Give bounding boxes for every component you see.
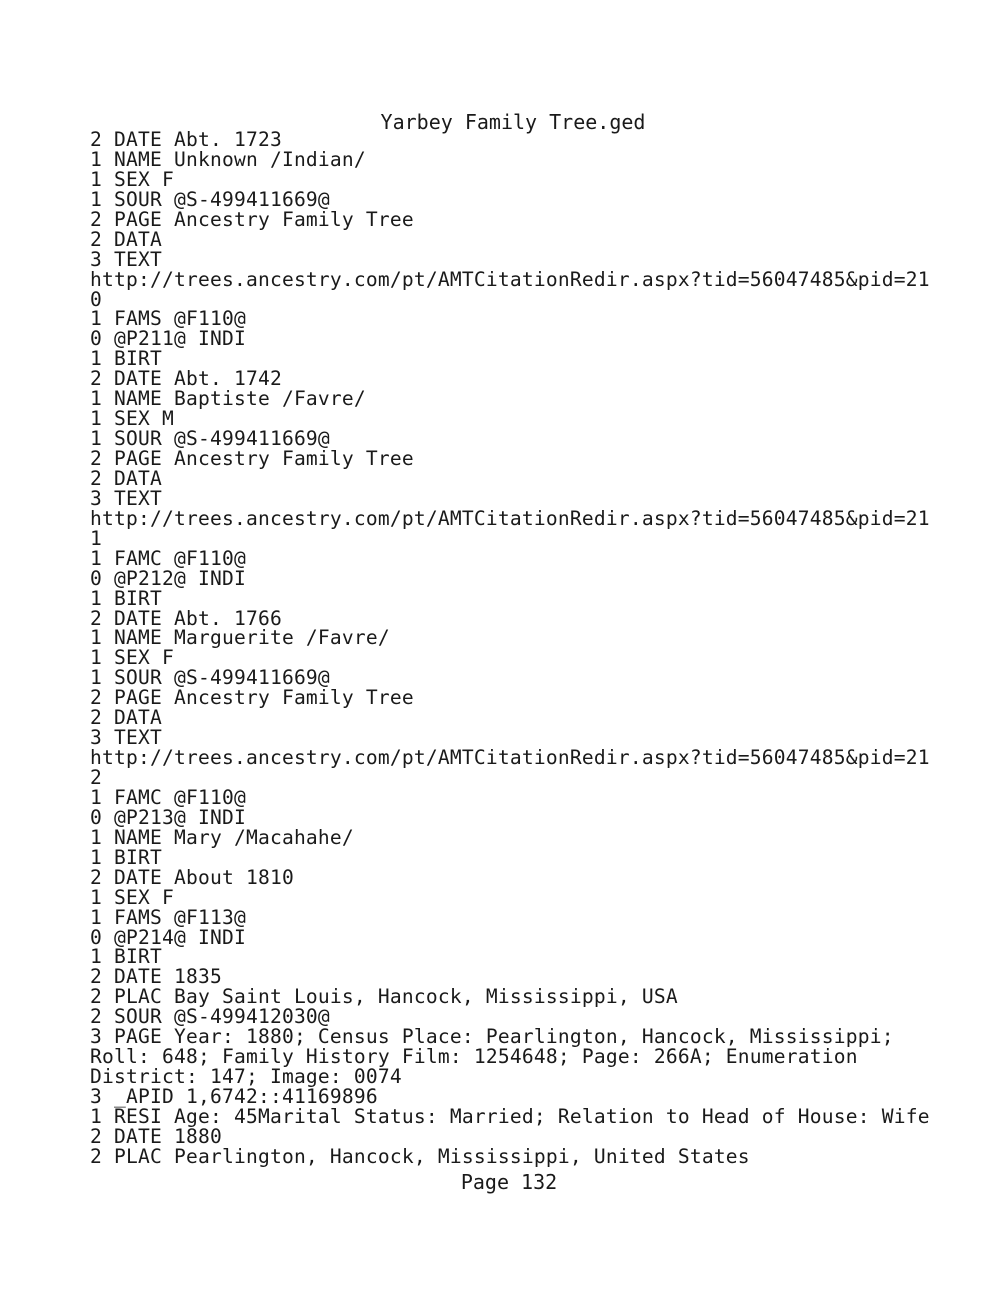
record-line: 0 [90,287,102,311]
citation-url-line: http://trees.ancestry.com/pt/AMTCitationRedir.aspx?tid=56047485&pid=21 [90,746,930,770]
record-line: 1 BIRT [90,347,162,371]
record-line: 1 SEX F [90,885,174,909]
record-line: 1 SEX F [90,646,174,670]
record-line: 3 _APID 1,6742::41169896 [90,1085,378,1108]
record-line: 1 SEX F [90,167,174,191]
record-line: 2 DATA [90,227,162,251]
record-line: 0 @P211@ INDI [90,327,246,351]
record-line: 0 @P214@ INDI [90,925,246,949]
record-line: 2 DATE 1880 [90,1124,222,1148]
record-line: Roll: 648; Family History Film: 1254648; Page: 266A; Enumeration [90,1045,858,1069]
record-line: 1 BIRT [90,945,162,969]
record-line: 2 [90,766,102,789]
record-line: 1 BIRT [90,586,162,610]
record-line: 2 SOUR @S-499412030@ [90,1005,330,1029]
document-title: Yarbey Family Tree.ged [380,110,646,134]
record-line: 3 TEXT [90,486,162,510]
gedcom-record-text [90,130,950,1167]
record-line: 2 DATE Abt. 1766 [90,606,282,630]
record-line: 1 SOUR @S-499411669@ [90,187,330,211]
citation-url-line: http://trees.ancestry.com/pt/AMTCitationRedir.aspx?tid=56047485&pid=21 [90,267,930,291]
record-line: 1 [90,526,102,550]
record-line: 2 PLAC Bay Saint Louis, Hancock, Mississippi, USA [90,985,678,1009]
record-line: 1 FAMS @F113@ [90,905,246,929]
page-number: Page 132 [460,1170,558,1194]
record-line: 2 PAGE Ancestry Family Tree [90,207,414,231]
record-line: 2 DATE About 1810 [90,865,294,889]
record-line: 1 NAME Marguerite /Favre/ [90,626,390,650]
record-line: 2 DATE Abt. 1723 [90,128,282,151]
record-line: 1 NAME Unknown /Indian/ [90,147,366,171]
record-line: 1 RESI Age: 45Marital Status: Married; Relation to Head of House: Wife [90,1104,930,1128]
record-line: 1 FAMC @F110@ [90,546,246,570]
record-line: 1 SEX M [90,407,174,431]
record-line: 2 PAGE Ancestry Family Tree [90,686,414,710]
record-line: 2 DATA [90,466,162,490]
record-line: 2 DATE Abt. 1742 [90,367,282,391]
record-line: 1 SOUR @S-499411669@ [90,666,330,690]
record-line: 1 NAME Baptiste /Favre/ [90,387,366,411]
record-line: 0 @P213@ INDI [90,805,246,829]
record-line: 2 PLAC Pearlington, Hancock, Mississippi, United States [90,1144,750,1168]
record-line: 3 PAGE Year: 1880; Census Place: Pearlington, Hancock, Mississippi; [90,1025,894,1049]
record-line: 3 TEXT [90,247,162,271]
record-line: 0 @P212@ INDI [90,566,246,590]
record-line: 2 PAGE Ancestry Family Tree [90,447,414,470]
record-line: 1 FAMC @F110@ [90,785,246,809]
record-line: 1 BIRT [90,845,162,869]
record-line: 2 DATA [90,706,162,730]
record-line: 1 FAMS @F110@ [90,307,246,331]
citation-url-line: http://trees.ancestry.com/pt/AMTCitationRedir.aspx?tid=56047485&pid=21 [90,506,930,530]
record-line: 3 TEXT [90,726,162,750]
record-line: 1 SOUR @S-499411669@ [90,427,330,451]
record-line: District: 147; Image: 0074 [90,1065,402,1089]
record-line: 2 DATE 1835 [90,965,222,989]
record-line: 1 NAME Mary /Macahahe/ [90,825,354,849]
